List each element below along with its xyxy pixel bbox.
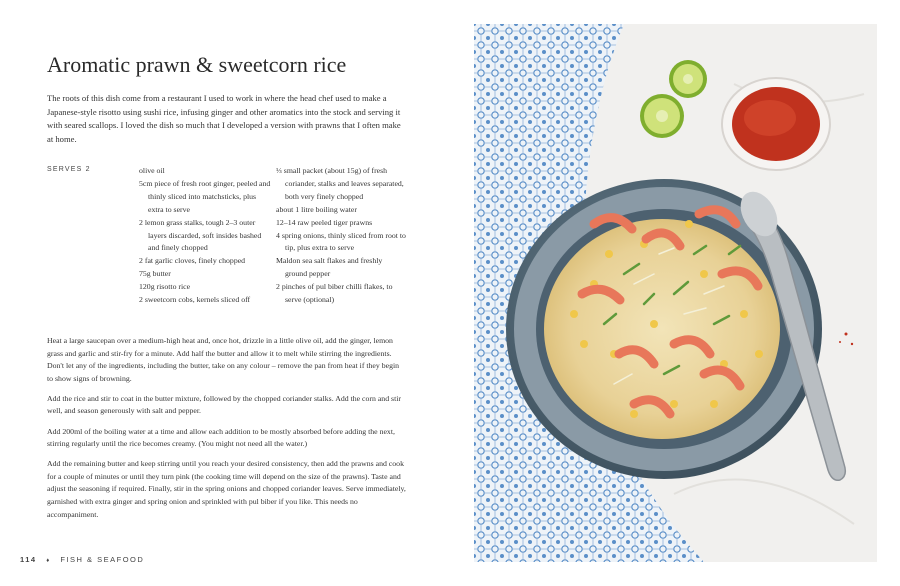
method-step: Heat a large saucepan over a medium-high heat and, once hot, drizzle in a little olive oil, add the ginger, lemon grass and garlic and stir-fry for a minute. Add half the butter and allow it to melt while stirring the ingredients. Don't let any of the ingredients, including the butter, take on any colour – remove the pan from heat if they begin to show signs of browning. [47,336,400,383]
lime-icon [640,94,684,138]
chilli-flakes-bowl [722,78,830,170]
ingredient-item: 2 fat garlic cloves, finely chopped [139,256,246,266]
ingredient-item: 5cm piece of fresh root ginger, peeled and thinly sliced into matchsticks, plus extra to serve [139,178,271,214]
serves-label: SERVES 2 [47,166,91,173]
lime-icon [669,60,707,98]
footer-separator: ♦ [46,558,51,564]
method-step: Add 200ml of the boiling water at a time and allow each addition to be mostly absorbed before adding the next, stirring regularly until the rice becomes creamy. (You might not need all the water.) [47,426,395,449]
method-step: Add the rice and stir to coat in the butter mixture, followed by the chopped coriander stalks. Add the corn and stir well, and season generously with salt and pepper. [47,393,402,416]
recipe-title: Aromatic prawn & sweetcorn rice [47,52,347,77]
ingredient-item: 12–14 raw peeled tiger prawns [276,217,373,227]
method [47,335,407,529]
ingredient-item: about 1 litre boiling water [276,204,357,214]
page-number: 114 [20,555,37,564]
ingredient-item: 120g risotto rice [139,282,191,292]
ingredient-item: ⅓ small packet (about 15g) of fresh coriander, stalks and leaves separated, both very finely chopped [276,166,404,201]
method-step: Add the remaining butter and keep stirring until you reach your desired consistency, then add the prawns and cook for a couple of minutes or until they turn pink (the cooking time will depend on the size of the prawns). Taste and adjust the seasoning if required. Finally, stir in the spring onions and chopped coriander leaves. Serve immediately, garnished with extra ginger and spring onion and sprinkled with pul biber if you like. This needs no accompaniment. [47,459,406,519]
recipe-intro: The roots of this dish come from a restaurant I used to work in where the head chef used to make a Japanese-style risotto using sushi rice, infusing ginger and other aromatics into the stock and serving it with seared scallops. I loved the dish so much that I developed a version with prawns that I often make at home. [47,93,401,144]
ingredient-item: 2 pinches of pul biber chilli flakes, to serve (optional) [276,282,393,305]
ingredient-item: 2 lemon grass stalks, tough 2–3 outer layers discarded, soft insides bashed and finely chopped [139,217,262,253]
ingredient-item: 4 spring onions, thinly sliced from root to tip, plus extra to serve [276,230,406,253]
ingredient-item: 2 sweetcorn cobs, kernels sliced off [139,295,251,305]
section-name: FISH & SEAFOOD [60,555,145,564]
page-footer [20,555,144,564]
ingredients-column-1 [139,165,271,307]
ingredients-column-2 [276,165,406,307]
recipe-photo [474,24,877,562]
ingredient-item: Maldon sea salt flakes and freshly ground pepper [276,256,383,279]
ingredient-item: olive oil [139,166,165,175]
ingredient-item: 75g butter [139,269,171,279]
